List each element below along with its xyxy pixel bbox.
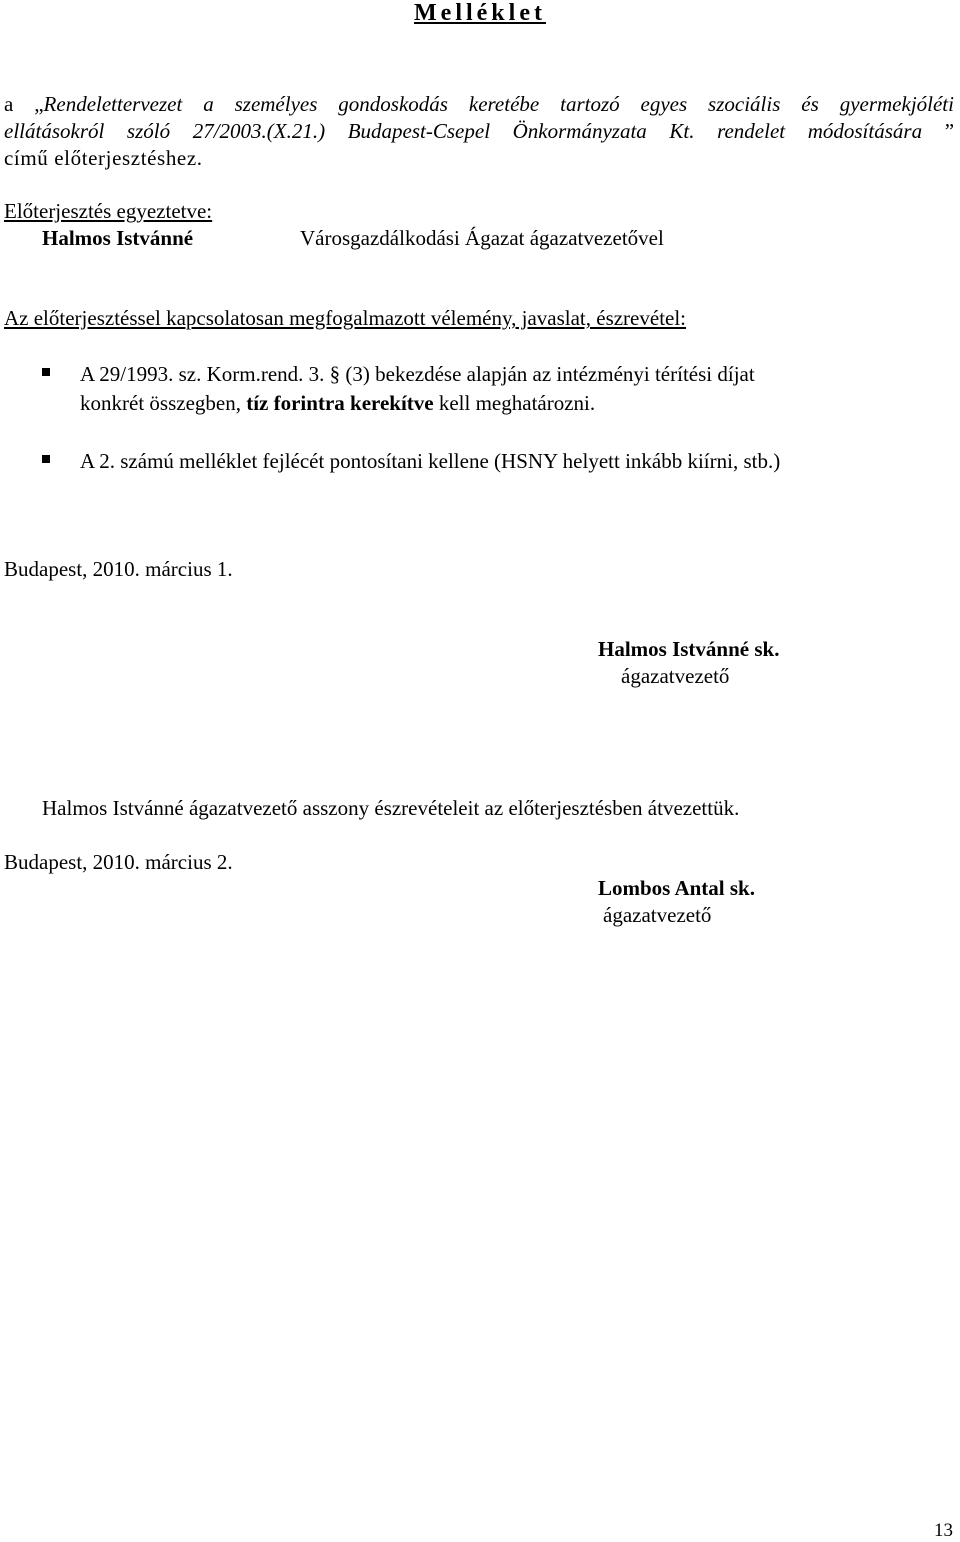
intro-paragraph — [4, 91, 954, 172]
bullet-1-icon — [42, 368, 50, 376]
agreed-label: Előterjesztés egyeztetve: — [4, 199, 213, 223]
note-text: Halmos Istvánné ágazatvezető asszony észrevételeit az előterjesztésben átvezettük. — [42, 796, 740, 820]
page-number: 13 — [934, 1520, 953, 1541]
agreed-role: Városgazdálkodási Ágazat ágazatvezetővel — [300, 226, 664, 250]
intro-italic-2: ellátásokról szóló 27/2003.(X.21.) Budapest-Csepel Önkormányzata Kt. rendelet módosítására — [4, 119, 923, 143]
point-2-line-1: A 2. számú melléklet fejlécét pontosítani kellene (HSNY helyett inkább kiírni, stb.) — [80, 449, 781, 473]
bullet-2-icon — [42, 455, 50, 463]
point-1-text-a: konkrét összegben, — [80, 391, 247, 415]
intro-line-3: című előterjesztéshez. — [4, 146, 203, 170]
intro-closing-quote: ” — [944, 119, 955, 143]
agreed-person: Halmos Istvánné — [42, 226, 194, 250]
sign1-date: Budapest, 2010. március 1. — [4, 557, 233, 581]
sign1-title: ágazatvezető — [621, 664, 730, 688]
opinion-heading: Az előterjesztéssel kapcsolatosan megfogalmazott vélemény, javaslat, észrevétel: — [4, 306, 687, 330]
point-1-text-b: kell meghatározni. — [433, 391, 596, 415]
intro-prefix: a „ — [4, 92, 44, 116]
sign2-date: Budapest, 2010. március 2. — [4, 850, 233, 874]
sign2-title: ágazatvezető — [603, 903, 712, 927]
point-1-line-2 — [80, 391, 595, 416]
sign2-name: Lombos Antal sk. — [598, 876, 755, 900]
document-title — [0, 0, 960, 27]
intro-italic-1: Rendelettervezet a személyes gondoskodás keretébe tartozó egyes szociális és gyermekjóléti — [43, 92, 954, 116]
title-text: Melléklet — [414, 0, 546, 26]
sign1-name: Halmos Istvánné sk. — [598, 637, 780, 661]
intro-line-1 — [4, 91, 954, 118]
point-1-line-1: A 29/1993. sz. Korm.rend. 3. § (3) bekezdése alapján az intézményi térítési díjat — [80, 362, 755, 386]
point-1-bold: tíz forintra kerekítve — [246, 391, 434, 415]
intro-line-2 — [4, 118, 954, 145]
